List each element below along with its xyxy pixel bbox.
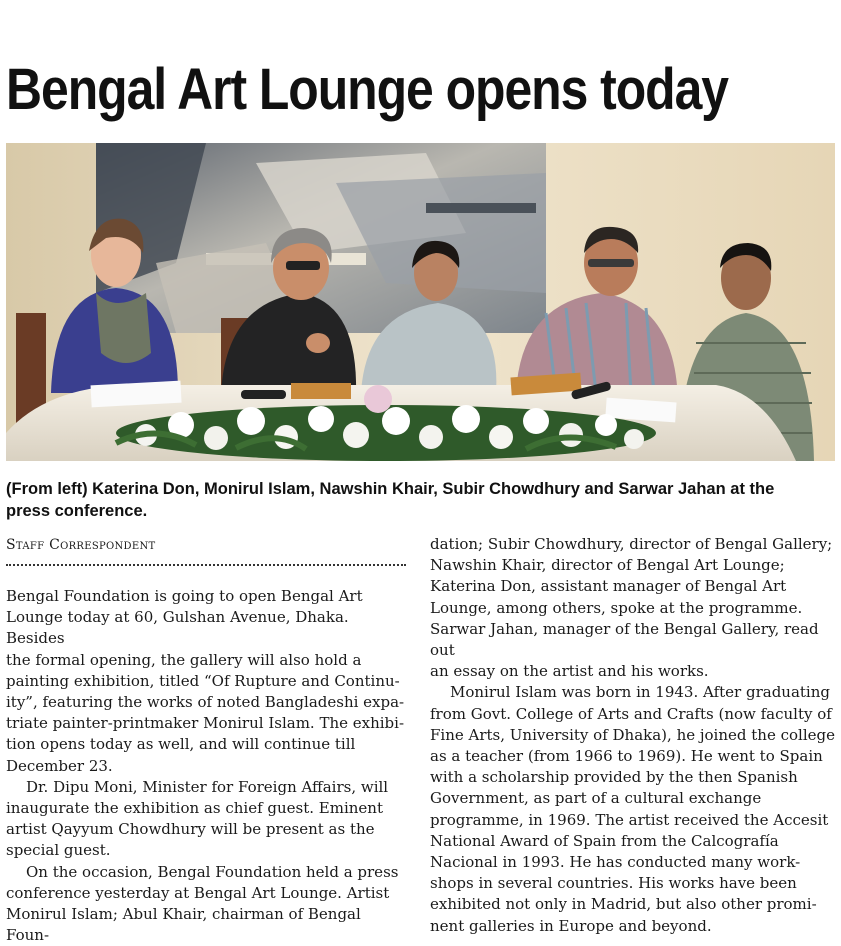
- byline: Staff Correspondent: [6, 537, 156, 553]
- text-line: inaugurate the exhibition as chief guest. Eminent: [6, 799, 383, 818]
- microphone: [241, 390, 286, 399]
- brochure: [291, 383, 351, 399]
- byline-divider: [6, 564, 406, 566]
- text-line: exhibited not only in Madrid, but also other promi-: [430, 895, 817, 914]
- text-line: as a teacher (from 1966 to 1969). He went to Spain: [430, 747, 823, 766]
- text-line: Nawshin Khair, director of Bengal Art Lounge;: [430, 556, 785, 575]
- text-line: conference yesterday at Bengal Art Lounge. Artist: [6, 883, 390, 902]
- papers: [91, 381, 182, 408]
- text-line: artist Qayyum Chowdhury will be present as the: [6, 820, 375, 839]
- photo-caption: (From left) Katerina Don, Monirul Islam, Nawshin Khair, Subir Chowdhury and Sarwar Jahan at the press conference.: [6, 480, 775, 520]
- text-line: December 23.: [6, 756, 113, 775]
- press-conference-photo: [6, 143, 835, 461]
- text-line: Nacional in 1993. He has conducted many work-: [430, 853, 801, 872]
- text-line: dation; Subir Chowdhury, director of Bengal Gallery;: [430, 535, 833, 553]
- text-line: ity”, featuring the works of noted Bangladeshi expa-: [6, 693, 405, 712]
- text-line: Fine Arts, University of Dhaka), he joined the college: [430, 725, 835, 744]
- text-line: painting exhibition, titled “Of Rupture and Continu-: [6, 671, 400, 690]
- text-line: Katerina Don, assistant manager of Bengal Art: [430, 577, 787, 596]
- article-column-1: [6, 586, 406, 946]
- text-line: Lounge, among others, spoke at the programme.: [430, 598, 803, 617]
- text-line: Sarwar Jahan, manager of the Bengal Gallery, read out: [430, 619, 819, 660]
- text-line: triate painter-printmaker Monirul Islam. The exhibi-: [6, 714, 405, 733]
- text-line: Monirul Islam; Abul Khair, chairman of Bengal Foun-: [6, 905, 361, 945]
- text-line: Bengal Foundation is going to open Bengal Art: [6, 587, 363, 605]
- text-line: On the occasion, Bengal Foundation held a press: [26, 862, 399, 881]
- text-line: special guest.: [6, 841, 111, 860]
- text-line: Monirul Islam was born in 1943. After graduating: [450, 683, 830, 702]
- article-column-2: [430, 534, 835, 937]
- text-line: programme, in 1969. The artist received the Accesit: [430, 810, 829, 829]
- text-line: Lounge today at 60, Gulshan Avenue, Dhaka. Besides: [6, 608, 349, 648]
- text-line: with a scholarship provided by the then Spanish: [430, 768, 798, 787]
- text-line: an essay on the artist and his works.: [430, 662, 709, 681]
- text-line: National Award of Spain from the Calcografía: [430, 831, 779, 850]
- text-line: Government, as part of a cultural exchange: [430, 789, 762, 808]
- text-line: shops in several countries. His works have been: [430, 874, 797, 893]
- text-line: tion opens today as well, and will continue till: [6, 735, 356, 754]
- photo-illustration: [6, 143, 835, 461]
- headline: Bengal Art Lounge opens today: [6, 57, 729, 122]
- text-line: from Govt. College of Arts and Crafts (now faculty of: [430, 704, 832, 723]
- text-line: the formal opening, the gallery will also hold a: [6, 650, 362, 669]
- text-line: Dr. Dipu Moni, Minister for Foreign Affairs, will: [26, 777, 389, 796]
- text-line: nent galleries in Europe and beyond.: [430, 916, 712, 935]
